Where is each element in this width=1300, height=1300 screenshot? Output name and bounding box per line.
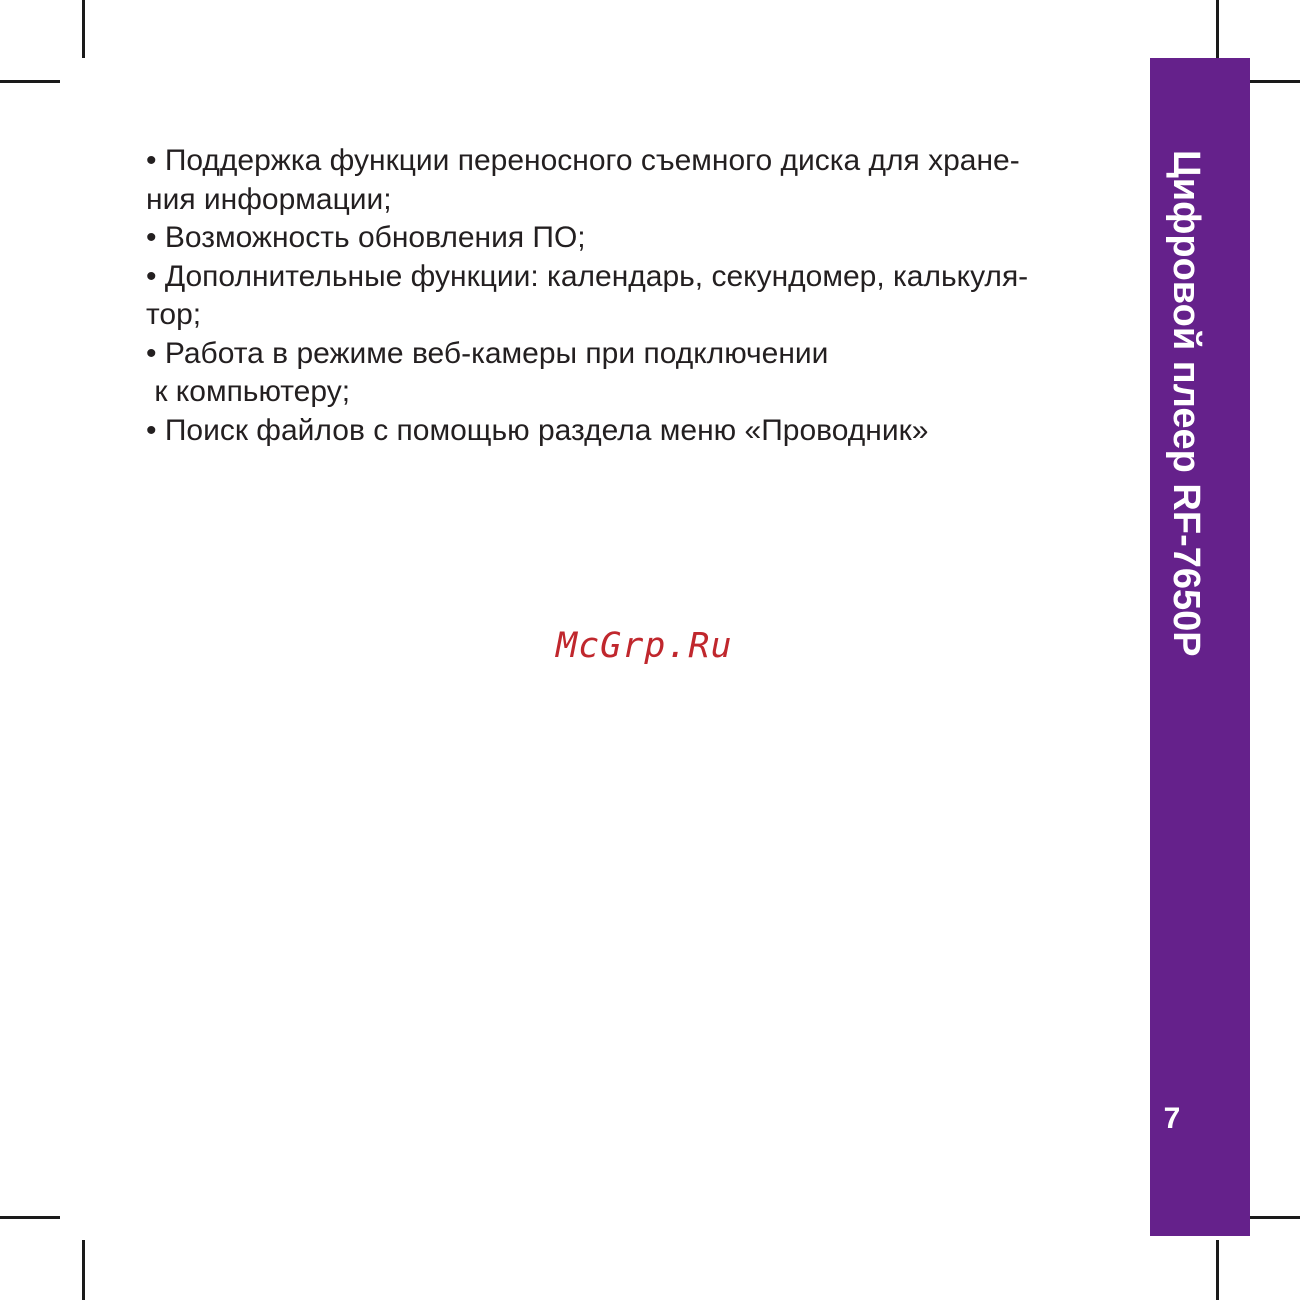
page-number: 7 [1163, 1102, 1181, 1135]
crop-mark-top-right-horizontal [1250, 80, 1300, 83]
feature-line: • Дополнительные функции: календарь, секундомер, калькуля- [146, 259, 1029, 293]
crop-mark-top-left-vertical [82, 0, 85, 58]
side-title: Цифровой плеер RF-7650P [1165, 150, 1207, 657]
feature-line: ния информации; [146, 182, 392, 216]
feature-line: • Поддержка функции переносного съемного диска для хране- [146, 144, 1020, 177]
feature-line: тор; [146, 298, 202, 331]
feature-list [146, 142, 1116, 450]
crop-mark-top-right-vertical [1216, 0, 1219, 58]
feature-line: • Поиск файлов с помощью раздела меню «Проводник» [146, 413, 929, 447]
crop-mark-bottom-left-vertical [82, 1240, 85, 1300]
crop-mark-bottom-left-horizontal [0, 1216, 60, 1219]
feature-line: к компьютеру; [146, 375, 351, 408]
crop-mark-top-left-horizontal [0, 80, 60, 83]
feature-line: • Работа в режиме веб-камеры при подключении [146, 336, 829, 370]
watermark-text: McGrp.Ru [556, 626, 733, 666]
crop-mark-bottom-right-horizontal [1250, 1216, 1300, 1219]
feature-line: • Возможность обновления ПО; [146, 221, 586, 254]
crop-mark-bottom-right-vertical [1216, 1240, 1219, 1300]
